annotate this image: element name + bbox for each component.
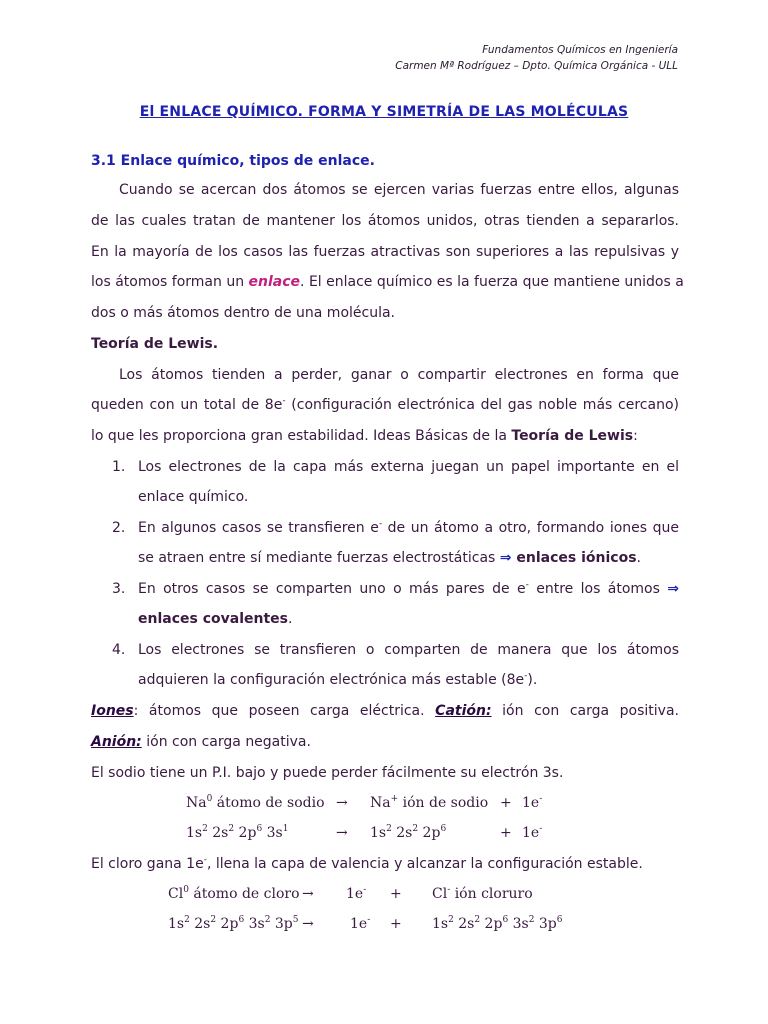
page-header	[395, 42, 678, 74]
implies-arrow-icon: ⇒	[667, 581, 679, 597]
electron: 1e-	[350, 915, 371, 932]
cl-ion: Cl- ión cloruro	[432, 885, 533, 902]
paragraph-1-line: Cuando se acercan dos átomos se ejercen varias fuerzas entre ellos, algunas	[119, 182, 679, 198]
electron: 1e-	[346, 885, 367, 902]
list-number: 4.	[112, 642, 126, 658]
ions-definition-line: Iones: átomos que poseen carga eléctrica. Catión: ión con carga positiva.	[91, 703, 679, 719]
iones-term: Iones	[91, 703, 134, 719]
enlace-emphasis: enlace	[248, 274, 301, 290]
list-number: 2.	[112, 520, 126, 536]
ions-definition-line: Anión: ión con carga negativa.	[91, 734, 311, 750]
cation-term: Catión:	[435, 703, 492, 719]
list-item-line: se atraen entre sí mediante fuerzas electrostáticas ⇒ enlaces iónicos.	[138, 550, 641, 566]
cl-config: $1s^2$ $2s^2$ $2p^6$ $3s^2$ $3p^5$	[168, 915, 299, 932]
document-title: El ENLACE QUÍMICO. FORMA Y SIMETRÍA DE LAS MOLÉCULAS	[139, 104, 629, 120]
cl-ion-config: $1s^2$ $2s^2$ $2p^6$ $3s^2$ $3p^6$	[432, 915, 563, 932]
list-item-line: enlace químico.	[138, 489, 249, 505]
plus-sign: +	[500, 825, 512, 841]
paragraph-1-line: En la mayoría de los casos las fuerzas atractivas son superiores a las repulsivas y	[91, 244, 679, 260]
anion-term: Anión:	[91, 734, 142, 750]
electron: 1e-	[522, 824, 543, 841]
sodio-intro: El sodio tiene un P.I. bajo y puede perder fácilmente su electrón 3s.	[91, 765, 564, 781]
paragraph-2-line: queden con un total de 8e- (configuración electrónica del gas noble más cercano)	[91, 396, 679, 413]
list-item-line: Los electrones de la capa más externa juegan un papel importante en el	[138, 459, 679, 475]
na-config: $1s^2$ $2s^2$ $2p^6$ $3s^1$	[186, 824, 289, 841]
cloro-intro: El cloro gana 1e-, llena la capa de valencia y alcanzar la configuración estable.	[91, 855, 643, 872]
lewis-theory-bold: Teoría de Lewis	[511, 428, 634, 444]
list-item-line: enlaces covalentes.	[138, 611, 293, 627]
na-ion-config: $1s^2$ $2s^2$ $2p^6$	[370, 824, 447, 841]
paragraph-2-line: lo que les proporciona gran estabilidad. Ideas Básicas de la Teoría de Lewis:	[91, 428, 638, 444]
header-course: Fundamentos Químicos en Ingeniería	[482, 44, 678, 56]
header-author: Carmen Mª Rodríguez – Dpto. Química Orgánica - ULL	[395, 60, 678, 72]
implies-arrow-icon: ⇒	[499, 550, 512, 566]
list-item-line: En algunos casos se transfieren e- de un átomo a otro, formando iones que	[138, 519, 679, 536]
reaction-arrow-icon: →	[302, 916, 314, 932]
paragraph-1-line: dos o más átomos dentro de una molécula.	[91, 305, 396, 321]
paragraph-2-line: Los átomos tienden a perder, ganar o compartir electrones en forma que	[119, 367, 679, 383]
na-ion: Na+ ión de sodio	[370, 794, 489, 811]
reaction-arrow-icon: →	[336, 795, 348, 811]
reaction-arrow-icon: →	[302, 886, 314, 902]
plus-sign: +	[390, 916, 402, 932]
list-number: 1.	[112, 459, 126, 475]
lewis-heading: Teoría de Lewis.	[91, 336, 219, 352]
plus-sign: +	[500, 795, 512, 811]
list-item-line: Los electrones se transfieren o comparten de manera que los átomos	[138, 642, 679, 658]
electron: 1e-	[522, 794, 543, 811]
paragraph-1-line: de las cuales tratan de mantener los átomos unidos, otras tienden a separarlos.	[91, 213, 679, 229]
section-heading: 3.1 Enlace químico, tipos de enlace.	[91, 153, 375, 169]
list-item-line: En otros casos se comparten uno o más pares de e- entre los átomos ⇒	[138, 580, 679, 597]
cl-atom: Cl$^0$ átomo de cloro	[168, 885, 300, 902]
list-item-line: adquieren la configuración electrónica más estable (8e-).	[138, 671, 538, 688]
paragraph-1-line: los átomos forman un enlace. El enlace químico es la fuerza que mantiene unidos a	[91, 274, 684, 290]
plus-sign: +	[390, 886, 402, 902]
reaction-arrow-icon: →	[336, 825, 348, 841]
list-number: 3.	[112, 581, 126, 597]
na-atom: Na$^0$ átomo de sodio	[186, 794, 325, 811]
